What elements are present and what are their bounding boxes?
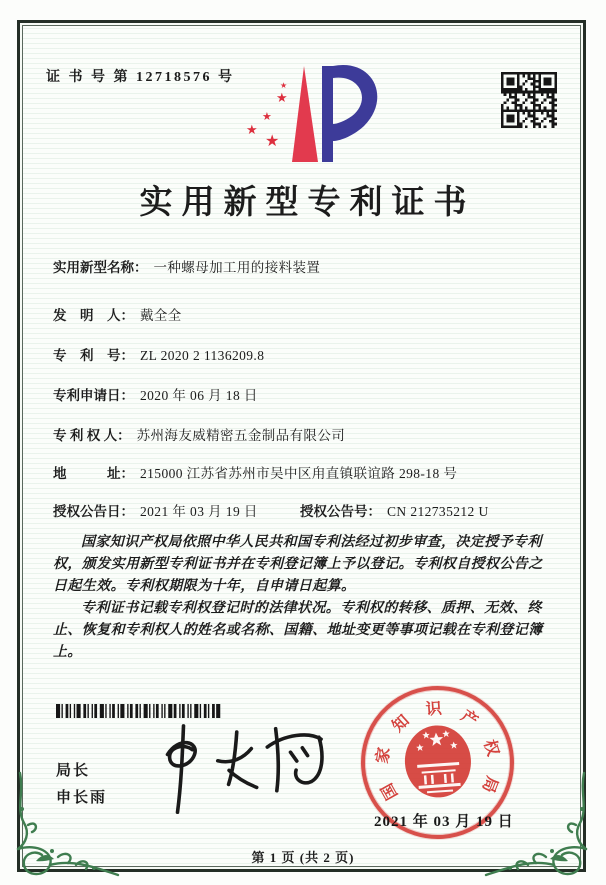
svg-text:★: ★ [276, 90, 288, 105]
field-label: 专利申请日： [53, 388, 134, 403]
field-value: 2020 年 06 月 18 日 [140, 388, 258, 403]
field-row-inventor [53, 304, 182, 324]
field-label: 实用新型名称： [53, 260, 148, 275]
field-value: CN 212735212 U [387, 504, 489, 519]
field-pair-grant-no [300, 500, 489, 520]
certificate-title: 实用新型专利证书 [139, 185, 476, 221]
field-label: 授权公告号： [300, 504, 381, 519]
field-row-patentee [53, 424, 345, 444]
field-label: 专 利 号： [53, 348, 134, 363]
svg-text:★: ★ [262, 111, 272, 123]
legal-paragraph-1: 国家知识产权局依照中华人民共和国专利法经过初步审查，决定授予专利权，颁发实用新型专利证书并在专利登记簿上予以登记。专利权自授权公告之日起生效。专利权期限为十年，自申请日起算。 [53, 535, 543, 594]
field-value: ZL 2020 2 1136209.8 [140, 348, 265, 363]
seal-date: 2021 年 03 月 19 日 [374, 814, 514, 830]
field-label: 发 明 人： [53, 308, 134, 323]
field-value: 苏州海友威精密五金制品有限公司 [136, 428, 346, 443]
barcode-icon [56, 704, 223, 718]
field-row-name [53, 256, 320, 276]
legal-paragraph-2: 专利证书记载专利权登记时的法律状况。专利权的转移、质押、无效、终止、恢复和专利权人的姓名或名称、国籍、地址变更等事项记载在专利登记簿上。 [53, 601, 543, 660]
legal-text-block [53, 532, 555, 664]
field-label: 授权公告日： [53, 504, 134, 519]
field-value: 戴全全 [140, 308, 182, 323]
field-row-filing-date [53, 384, 258, 404]
cnipa-logo-icon [240, 58, 390, 170]
commissioner-name: 申长雨 [56, 789, 108, 806]
field-value: 2021 年 03 月 19 日 [140, 504, 258, 519]
field-label: 地 址： [53, 466, 134, 481]
commissioner-title: 局长 [56, 762, 91, 779]
field-row-address [53, 462, 457, 482]
certificate-number: 证 书 号 第 12718576 号 [46, 70, 235, 85]
page-footer: 第 1 页 (共 2 页) [251, 850, 355, 865]
field-row-grant-date [53, 500, 489, 520]
seal-arc-text: 国 家 知 识 产 权 局 [373, 700, 501, 802]
handwritten-signature-icon [140, 718, 345, 823]
svg-text:★: ★ [246, 122, 258, 137]
svg-text:★: ★ [280, 81, 288, 90]
corner-flourish-icon [6, 765, 124, 883]
field-value: 一种螺母加工用的接料装置 [153, 260, 321, 275]
field-row-patent-no [53, 344, 264, 364]
field-value: 215000 江苏省苏州市吴中区甪直镇联谊路 298-18 号 [140, 466, 458, 481]
qr-code-icon [501, 72, 557, 128]
national-emblem-icon [400, 721, 475, 802]
svg-text:★: ★ [265, 133, 280, 150]
field-label: 专 利 权 人： [53, 428, 131, 443]
